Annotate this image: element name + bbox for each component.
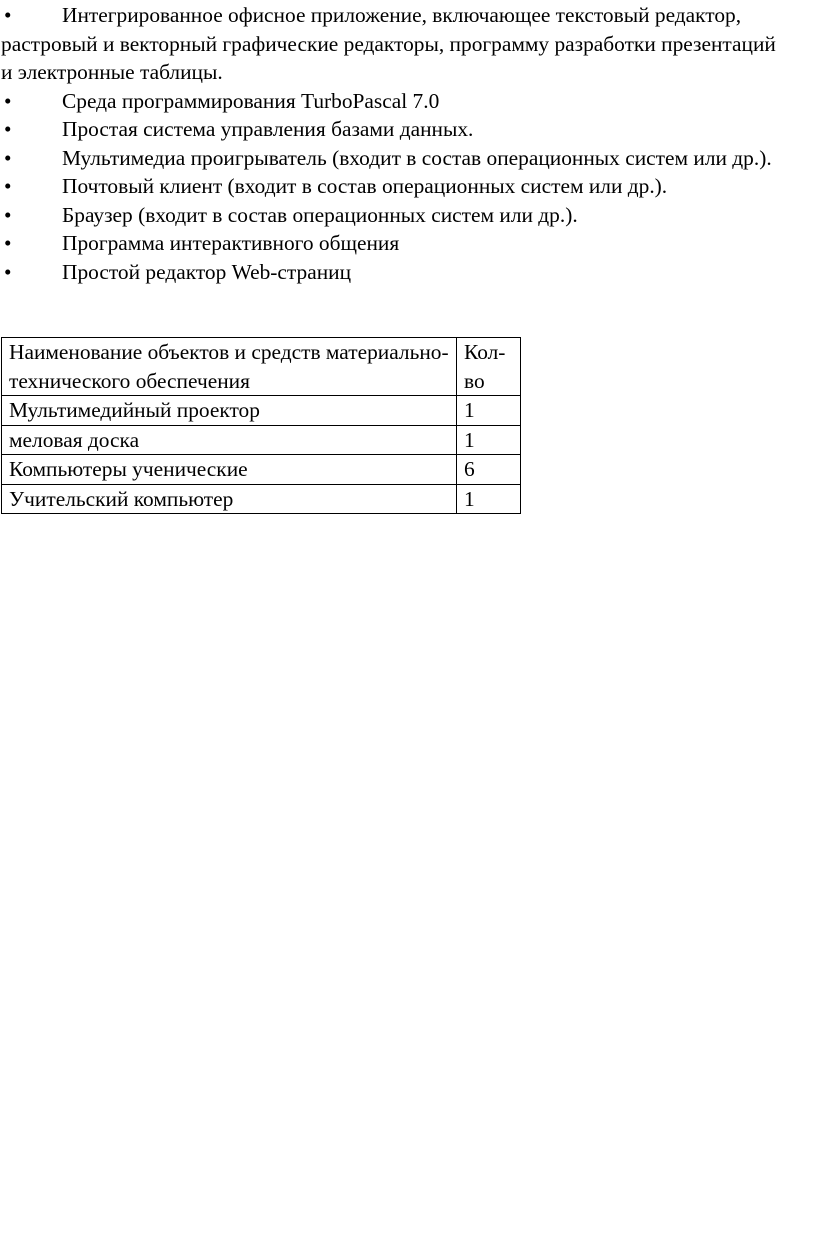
equipment-table (1, 337, 521, 514)
list-item-text: Почтовый клиент (входит в состав операционных систем или др.). (62, 174, 668, 198)
list-item (1, 115, 791, 144)
qty-cell: 1 (457, 396, 521, 426)
bullet-marker: • (4, 202, 12, 227)
list-item-text: Мультимедиа проигрыватель (входит в состав операционных систем или др.). (62, 145, 772, 170)
table-row (2, 484, 521, 514)
software-list (1, 1, 791, 286)
bullet-marker: • (4, 174, 12, 198)
table-header-row (2, 338, 521, 396)
header-name-cell: Наименование объектов и средств материально-технического обеспечения (2, 338, 457, 396)
qty-cell: 1 (457, 484, 521, 514)
list-item (1, 172, 791, 201)
bullet-marker: • (4, 88, 12, 113)
list-item-text: Среда программирования TurboPascal 7.0 (62, 88, 440, 113)
table-row (2, 425, 521, 455)
list-item (1, 258, 791, 287)
bullet-marker: • (4, 3, 12, 27)
list-item-text: Программа интерактивного общения (62, 231, 400, 255)
qty-cell: 6 (457, 455, 521, 485)
list-item (1, 87, 791, 116)
bullet-marker: • (4, 145, 12, 170)
header-qty-cell: Кол-во (457, 338, 521, 396)
list-item-text: Интегрированное офисное приложение, включающее текстовый редактор, растровый и векторный графические редакторы, программу разработки презентаций и электронные таблицы. (1, 3, 776, 84)
list-item (1, 229, 791, 258)
list-item (1, 144, 791, 173)
qty-cell: 1 (457, 425, 521, 455)
name-cell: Учительский компьютер (2, 484, 457, 514)
list-item-text: Браузер (входит в состав операционных систем или др.). (62, 202, 578, 227)
name-cell: Компьютеры ученические (2, 455, 457, 485)
list-item (1, 1, 791, 87)
list-item-text: Простой редактор Web-страниц (62, 259, 352, 284)
name-cell: меловая доска (2, 425, 457, 455)
table-row (2, 455, 521, 485)
bullet-marker: • (4, 117, 12, 141)
table-row (2, 396, 521, 426)
bullet-marker: • (4, 231, 12, 255)
list-item-text: Простая система управления базами данных. (62, 117, 474, 141)
bullet-marker: • (4, 259, 12, 284)
list-item (1, 201, 791, 230)
name-cell: Мультимедийный проектор (2, 396, 457, 426)
